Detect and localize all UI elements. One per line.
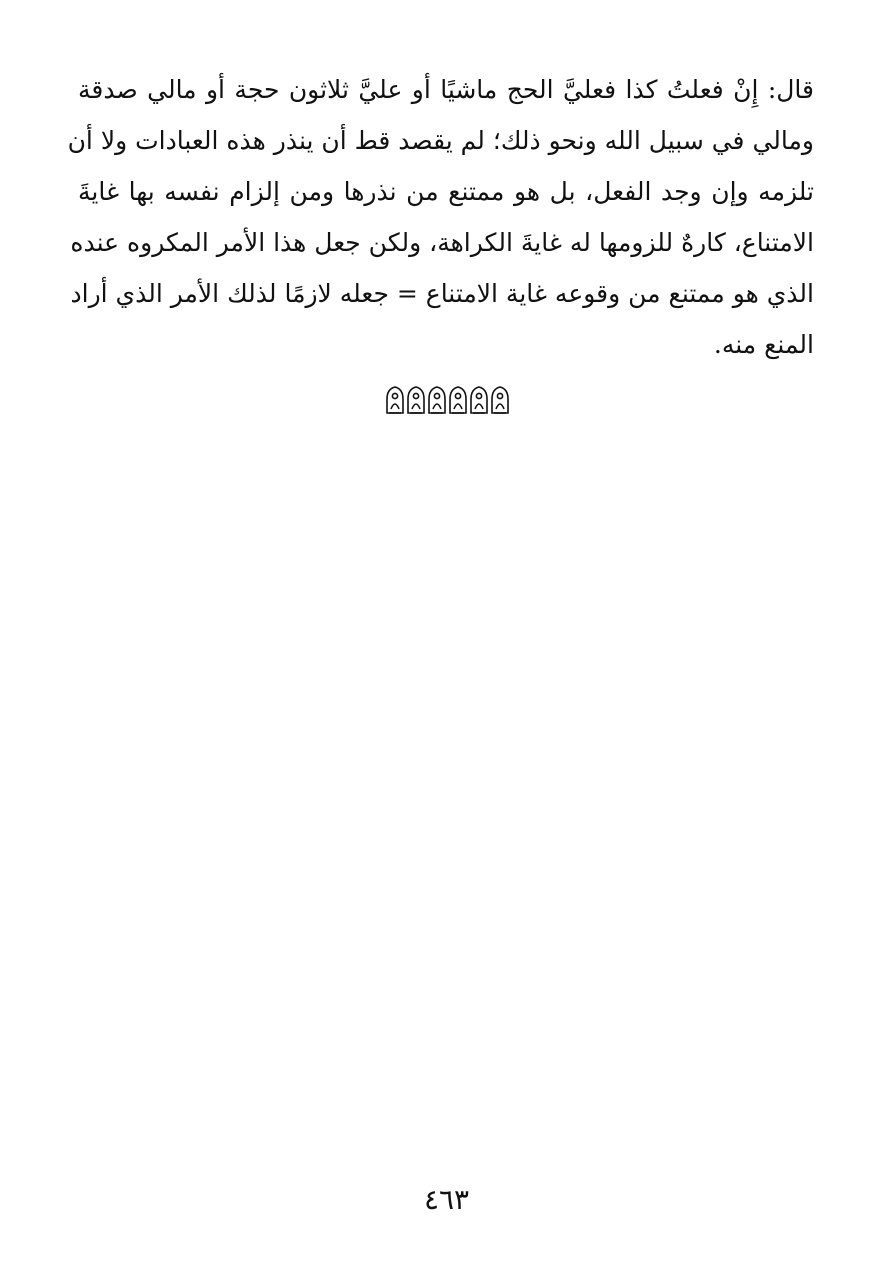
body-line-3: تلزمه وإن وجد الفعل، بل هو ممتنع من نذرها ومن إلزام نفسه بها غايةَ bbox=[78, 177, 814, 206]
body-line-4: الامتناع، كارهٌ للزومها له غايةَ الكراهة، ولكن جعل هذا الأمر المكروه عنده bbox=[70, 228, 814, 257]
body-line-1: قال: إِنْ فعلتُ كذا فعليَّ الحج ماشيًا أو عليَّ ثلاثون حجة أو مالي صدقة bbox=[78, 75, 814, 104]
body-line-5: الذي هو ممتنع من وقوعه غاية الامتناع = جعله لازمًا لذلك الأمر الذي أراد bbox=[70, 279, 814, 308]
body-line-6: المنع منه. bbox=[713, 330, 814, 359]
body-line-2: ومالي في سبيل الله ونحو ذلك؛ لم يقصد قط أن ينذر هذه العبادات ولا أن bbox=[67, 126, 814, 155]
page-number: ٤٦٣ bbox=[423, 1183, 470, 1216]
section-divider-ornament bbox=[0, 382, 893, 418]
body-text bbox=[67, 64, 814, 370]
floral-ornament-icon bbox=[385, 385, 509, 415]
